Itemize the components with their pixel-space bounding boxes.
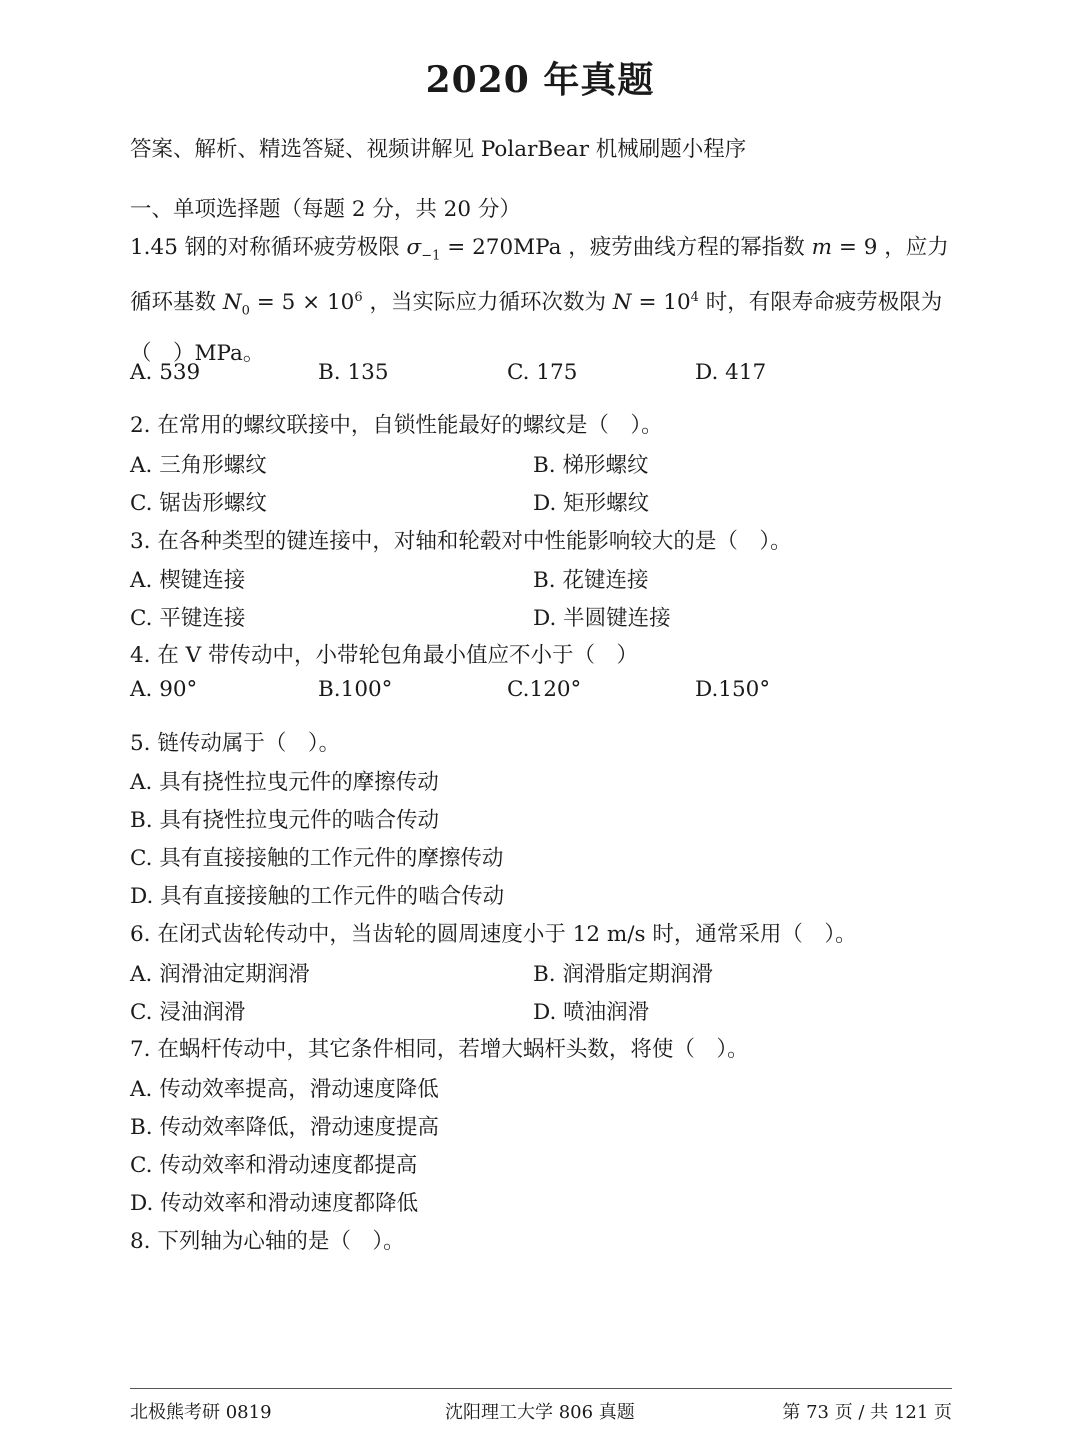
page-title: 2020 年真题: [425, 59, 655, 101]
question-2-stem: 2. 在常用的螺纹联接中，自锁性能最好的螺纹是（ ）。: [130, 413, 663, 438]
footer-divider: [130, 1388, 952, 1389]
q5-option-b: B. 具有挠性拉曳元件的啮合传动: [130, 808, 439, 833]
q6-option-a: A. 润滑油定期润滑: [130, 962, 310, 987]
q3-option-d: D. 半圆键连接: [533, 606, 671, 631]
question-1-stem: 1.45 钢的对称循环疲劳极限 $\sigma_{-1} = 270MPa$ ，疲劳曲线方程的幂指数 m = 9 ，应力循环基数 $N_0 = 5 \times 10^6$ ，当实际应力循环次数为 $N = 10^4$ 时，有限寿命疲劳极限为（ ）MPa。: [130, 235, 949, 366]
q6-option-d: D. 喷油润滑: [533, 1000, 650, 1025]
q1-option-d: D. 417: [695, 360, 767, 385]
question-8-stem: 8. 下列轴为心轴的是（ ）。: [130, 1229, 405, 1254]
footer-page-number: 第 73 页 / 共 121 页: [782, 1402, 952, 1423]
q4-option-d: D.150°: [695, 677, 771, 702]
q6-option-b: B. 润滑脂定期润滑: [533, 962, 713, 987]
q2-option-d: D. 矩形螺纹: [533, 491, 650, 516]
q6-option-c: C. 浸油润滑: [130, 1000, 246, 1025]
footer-center: 沈阳理工大学 806 真题: [445, 1402, 635, 1423]
q5-option-d: D. 具有直接接触的工作元件的啮合传动: [130, 884, 505, 909]
q2-option-a: A. 三角形螺纹: [130, 453, 267, 478]
footer-left: 北极熊考研 0819: [130, 1402, 272, 1423]
q1-option-a: A. 539: [130, 360, 201, 385]
section-heading: 一、单项选择题（每题 2 分，共 20 分）: [130, 197, 521, 222]
q1-option-c: C. 175: [507, 360, 578, 385]
question-6-stem: 6. 在闭式齿轮传动中，当齿轮的圆周速度小于 12 m/s 时，通常采用（ ）。: [130, 922, 857, 947]
question-3-stem: 3. 在各种类型的键连接中，对轴和轮毂对中性能影响较大的是（ ）。: [130, 529, 792, 554]
q4-option-a: A. 90°: [130, 677, 198, 702]
q7-option-b: B. 传动效率降低，滑动速度提高: [130, 1115, 439, 1140]
q4-option-b: B.100°: [318, 677, 393, 702]
q7-option-d: D. 传动效率和滑动速度都降低: [130, 1191, 419, 1216]
q7-option-a: A. 传动效率提高，滑动速度降低: [130, 1077, 439, 1102]
q2-option-c: C. 锯齿形螺纹: [130, 491, 267, 516]
q4-option-c: C.120°: [507, 677, 582, 702]
q3-option-b: B. 花键连接: [533, 568, 649, 593]
q3-option-c: C. 平键连接: [130, 606, 246, 631]
q7-option-c: C. 传动效率和滑动速度都提高: [130, 1153, 418, 1178]
q3-option-a: A. 楔键连接: [130, 568, 246, 593]
q5-option-c: C. 具有直接接触的工作元件的摩擦传动: [130, 846, 504, 871]
intro-line: 答案、解析、精选答疑、视频讲解见 PolarBear 机械刷题小程序: [130, 137, 747, 162]
question-4-stem: 4. 在 V 带传动中，小带轮包角最小值应不小于（ ）: [130, 643, 639, 668]
question-5-stem: 5. 链传动属于（ ）。: [130, 731, 341, 756]
q1-option-b: B. 135: [318, 360, 389, 385]
question-7-stem: 7. 在蜗杆传动中，其它条件相同，若增大蜗杆头数，将使（ ）。: [130, 1037, 749, 1062]
q2-option-b: B. 梯形螺纹: [533, 453, 649, 478]
q5-option-a: A. 具有挠性拉曳元件的摩擦传动: [130, 770, 439, 795]
